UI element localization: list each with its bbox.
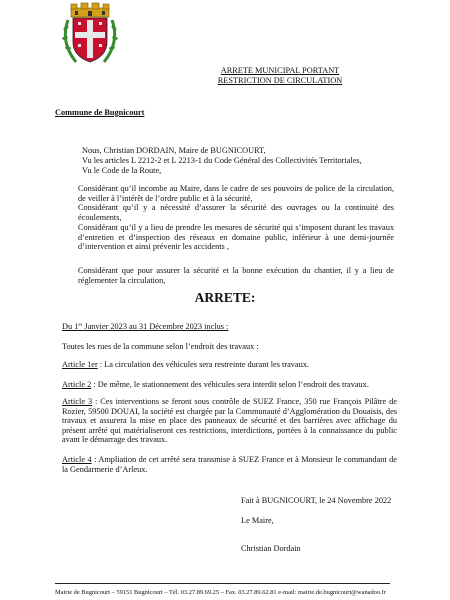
- title-line-1: ARRETE MUNICIPAL PORTANT: [220, 66, 340, 75]
- article-2: [62, 380, 397, 390]
- article-1-label: Article 1er: [62, 360, 98, 369]
- toutes-les-rues: Toutes les rues de la commune selon l’endroit des travaux :: [62, 342, 259, 351]
- footer-divider: [55, 583, 390, 584]
- article-3-label: Article 3: [62, 397, 93, 406]
- preamble-vu-code-route: Vu le Code de la Route,: [82, 166, 162, 175]
- coat-of-arms-logo: [62, 2, 118, 66]
- signature-name: Christian Dordain: [241, 544, 301, 553]
- signature-role: Le Maire,: [241, 516, 274, 525]
- article-1-text: : La circulation des véhicules sera restreinte durant les travaux.: [97, 360, 309, 369]
- article-2-label: Article 2: [62, 380, 92, 389]
- considerant-3: Considérant qu’il y a lieu de prendre les mesures de sécurité qui s’imposent durant les travaux d’entretien et d’inspection des réseaux en domaine public, inférieur à une demi-journée d’intervention et ainsi prévenir les accidents ,: [78, 223, 394, 252]
- considerant-2: Considérant qu’il y a nécessité d’assurer la sécurité des ouvrages ou la continuité des écoulements,: [78, 203, 394, 222]
- article-3-text: : Ces interventions se feront sous contrôle de SUEZ France, 350 rue François Pilâtre de Rozier, 59500 DOUAI, la société est chargée par la Communauté d’Agglomération du Douaisis, des travaux et assurera la mise en place des panneaux de sécurité et des barrières avec affichage du présent arrêté qui matérialiseront ces restrictions, interdictions, portées à la connaissance du public avant le démarrage des travaux.: [62, 397, 397, 445]
- preamble-vu-cgct: Vu les articles L 2212-2 et L 2213-1 du Code Général des Collectivités Territoriales,: [82, 156, 362, 165]
- considerant-4: Considérant que pour assurer la sécurité et la bonne exécution du chantier, il y a lieu de réglementer la circulation,: [78, 266, 394, 285]
- article-1: [62, 360, 397, 370]
- considerant-1: Considérant qu’il incombe au Maire, dans le cadre de ses pouvoirs de police de la circulation, de veiller à l’intérêt de l’ordre public et à la sécurité,: [78, 184, 394, 203]
- arrete-heading: ARRETE:: [194, 290, 256, 305]
- footer-contact: Mairie de Bugnicourt – 59151 Bugnicourt – Tél. 03.27.89.69.25 – Fax. 03.27.89.62.81 e-mail: mairie.de.bugnicourt@wanadoo.fr: [55, 589, 386, 596]
- article-4-label: Article 4: [62, 455, 92, 464]
- period-rest: Janvier 2023 au 31 Décembre 2023 inclus :: [82, 322, 229, 331]
- period-line: [62, 321, 228, 332]
- article-4-text: : Ampliation de cet arrêté sera transmise à SUEZ France et à Monsieur le commandant de la Gendarmerie d’Arleux.: [62, 455, 397, 474]
- commune-name: Commune de Bugnicourt: [55, 108, 145, 117]
- preamble-nous: Nous, Christian DORDAIN, Maire de BUGNICOURT,: [82, 146, 266, 155]
- article-4: [62, 455, 397, 474]
- period-start: Du 1: [62, 322, 79, 331]
- period-superscript: er: [78, 323, 83, 328]
- fait-a: Fait à BUGNICOURT, le 24 Novembre 2022: [241, 496, 392, 505]
- article-3: [62, 397, 397, 445]
- title-line-2: RESTRICTION DE CIRCULATION: [217, 75, 343, 85]
- document-title: [200, 66, 360, 85]
- article-2-text: : De même, le stationnement des véhicules sera interdit selon l’endroit des travaux.: [91, 380, 369, 389]
